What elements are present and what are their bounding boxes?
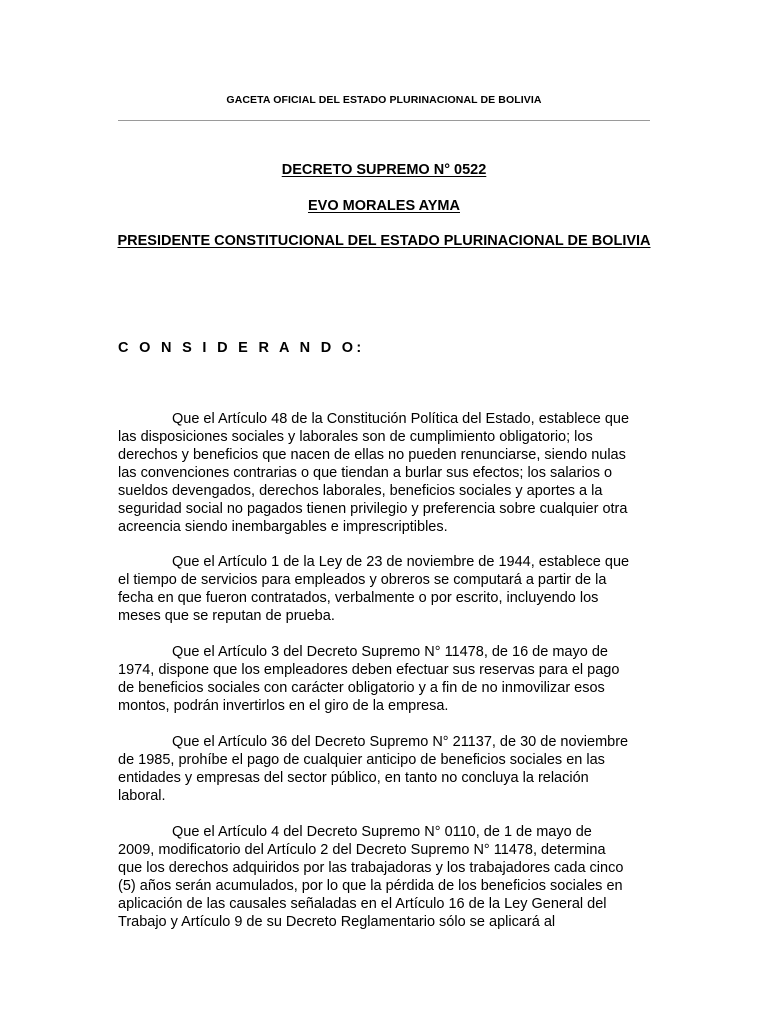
paragraph-line: que los derechos adquiridos por las trabajadoras y los trabajadores cada cinco — [118, 860, 624, 876]
paragraph-line: entidades y empresas del sector público, en tanto no concluya la relación — [118, 770, 589, 786]
considerando-heading: C O N S I D E R A N D O: — [118, 340, 365, 356]
paragraph-line: Que el Artículo 1 de la Ley de 23 de noviembre de 1944, establece que — [172, 554, 630, 570]
paragraph-line: sueldos devengados, derechos laborales, beneficios sociales y aportes a la — [118, 483, 603, 499]
paragraph-line: Que el Artículo 3 del Decreto Supremo N° 11478, de 16 de mayo de — [172, 644, 608, 660]
decree-title: DECRETO SUPREMO N° 0522 — [281, 162, 487, 178]
president-name: EVO MORALES AYMA — [307, 198, 460, 214]
paragraph-ley-1944 — [118, 553, 654, 625]
header-divider — [118, 120, 650, 121]
paragraph-ds-21137 — [118, 733, 654, 805]
paragraph-line: (5) años serán acumulados, por lo que la pérdida de los beneficios sociales en — [118, 878, 623, 894]
gazette-header: GACETA OFICIAL DEL ESTADO PLURINACIONAL DE BOLIVIA — [226, 94, 542, 106]
president-role: PRESIDENTE CONSTITUCIONAL DEL ESTADO PLURINACIONAL DE BOLIVIA — [117, 233, 651, 249]
paragraph-text — [118, 410, 654, 428]
paragraph-line: aplicación de las causales señaladas en el Artículo 16 de la Ley General del — [118, 896, 607, 912]
paragraph-line: las convenciones contrarias o que tiendan a burlar sus efectos; los salarios o — [118, 465, 613, 481]
paragraph-text — [118, 823, 654, 841]
paragraph-line: Que el Artículo 36 del Decreto Supremo N° 21137, de 30 de noviembre — [172, 734, 629, 750]
paragraph-line: de 1985, prohíbe el pago de cualquier anticipo de beneficios sociales en las — [118, 752, 605, 768]
paragraph-line: Que el Artículo 48 de la Constitución Política del Estado, establece que — [172, 411, 630, 427]
paragraph-text — [118, 661, 654, 715]
paragraph-text — [118, 751, 654, 805]
paragraph-line: derechos y beneficios que nacen de ellas no pueden renunciarse, siendo nulas — [118, 447, 626, 463]
paragraph-line: acreencia siendo inembargables e imprescriptibles. — [118, 519, 448, 535]
paragraph-line: 2009, modificatorio del Artículo 2 del Decreto Supremo N° 11478, determina — [118, 842, 606, 858]
paragraph-line: montos, podrán invertirlos en el giro de la empresa. — [118, 698, 449, 714]
paragraph-line: las disposiciones sociales y laborales son de cumplimiento obligatorio; los — [118, 429, 593, 445]
paragraph-line: meses que se reputan de prueba. — [118, 608, 335, 624]
paragraph-line: laboral. — [118, 788, 166, 804]
paragraph-text — [118, 643, 654, 661]
paragraph-text — [118, 553, 654, 571]
paragraph-line: fecha en que fueron contratados, verbalmente o por escrito, incluyendo los — [118, 590, 599, 606]
paragraph-line: seguridad social no pagados tienen privilegio y preferencia sobre cualquier otra — [118, 501, 628, 517]
paragraph-line: 1974, dispone que los empleadores deben efectuar sus reservas para el pago — [118, 662, 620, 678]
paragraph-line: Trabajo y Artículo 9 de su Decreto Reglamentario sólo se aplicará al — [118, 914, 556, 930]
paragraph-text — [118, 841, 654, 931]
paragraph-ds-11478 — [118, 643, 654, 715]
paragraph-line: el tiempo de servicios para empleados y obreros se computará a partir de la — [118, 572, 607, 588]
paragraph-line: Que el Artículo 4 del Decreto Supremo N° 0110, de 1 de mayo de — [172, 824, 592, 840]
paragraph-line: de beneficios sociales con carácter obligatorio y a fin de no inmovilizar esos — [118, 680, 605, 696]
paragraph-text — [118, 571, 654, 625]
paragraph-article-48 — [118, 410, 654, 536]
paragraph-ds-0110 — [118, 823, 654, 931]
paragraph-text — [118, 428, 654, 536]
paragraph-text — [118, 733, 654, 751]
